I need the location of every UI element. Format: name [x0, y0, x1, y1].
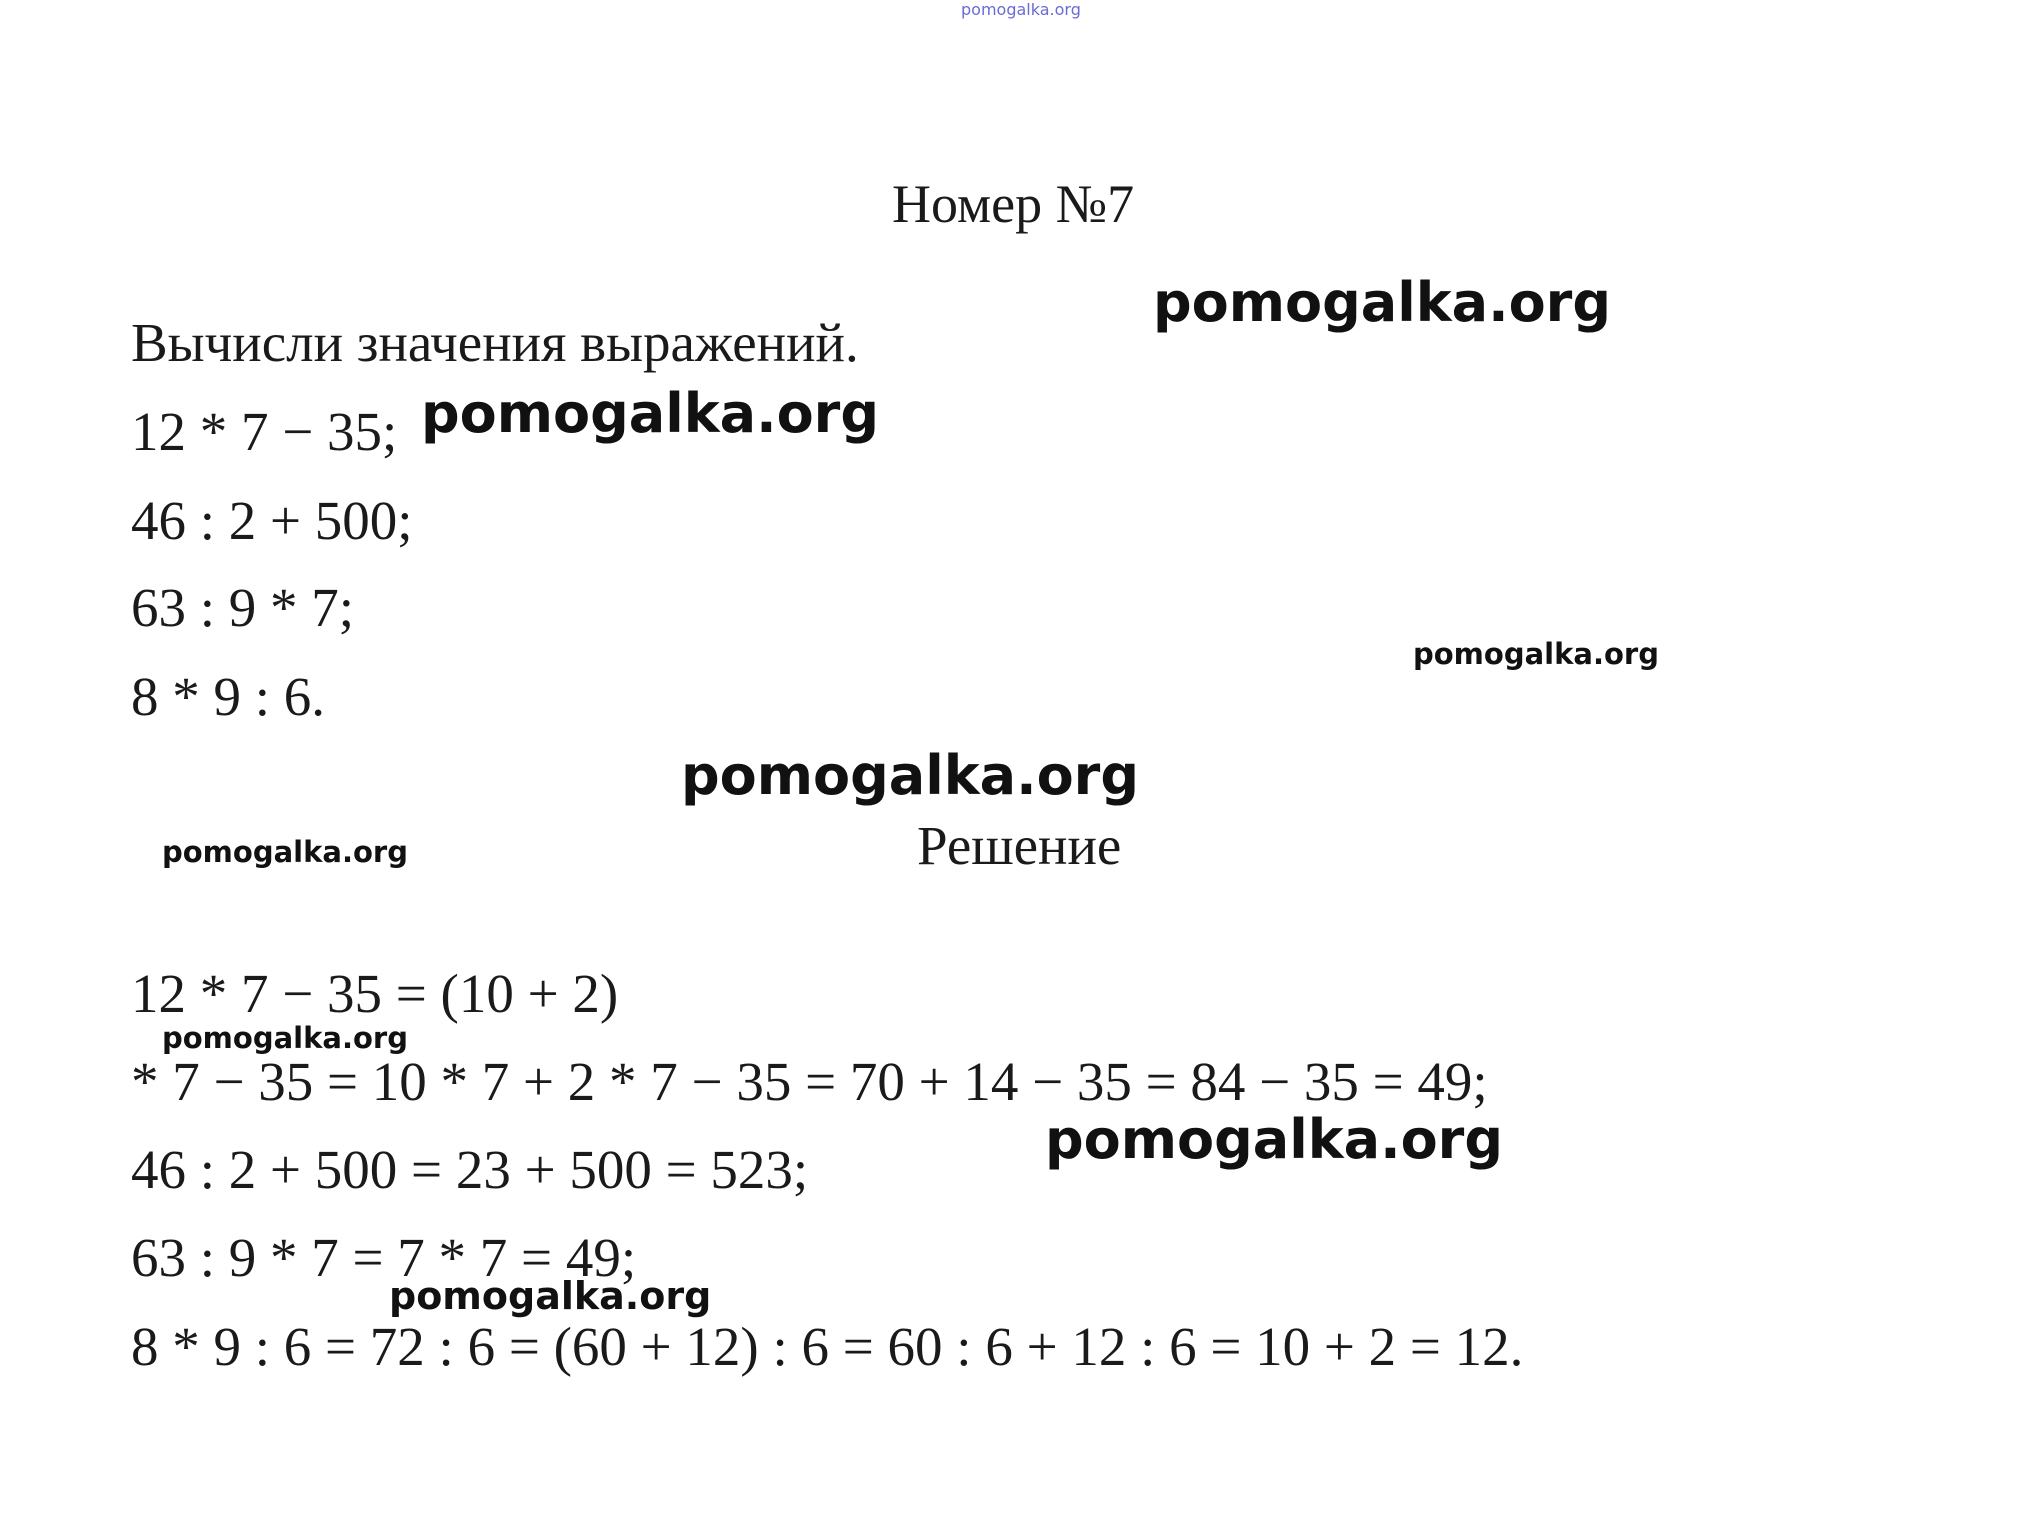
- watermark: pomogalka.org: [389, 1274, 712, 1318]
- watermark: pomogalka.org: [162, 1021, 408, 1055]
- watermark: pomogalka.org: [1153, 271, 1611, 334]
- watermark: pomogalka.org: [681, 744, 1139, 807]
- solution-line: 12 * 7 − 35 = (10 + 2): [131, 963, 619, 1024]
- site-mark: pomogalka.org: [961, 0, 1081, 19]
- task-label: Вычисли значения выражений.: [131, 312, 859, 373]
- watermark: pomogalka.org: [421, 382, 879, 445]
- watermark: pomogalka.org: [162, 835, 408, 869]
- watermark: pomogalka.org: [1045, 1108, 1503, 1171]
- watermark: pomogalka.org: [1413, 637, 1659, 671]
- expression-item: 46 : 2 + 500;: [131, 490, 413, 551]
- solution-line: 63 : 9 * 7 = 7 * 7 = 49;: [131, 1227, 637, 1288]
- solution-line: 46 : 2 + 500 = 23 + 500 = 523;: [131, 1139, 809, 1200]
- solution-line: * 7 − 35 = 10 * 7 + 2 * 7 − 35 = 70 + 14 − 35 = 84 − 35 = 49;: [131, 1051, 1488, 1112]
- solution-line: 8 * 9 : 6 = 72 : 6 = (60 + 12) : 6 = 60 : 6 + 12 : 6 = 10 + 2 = 12.: [131, 1316, 1524, 1377]
- page-title: Номер №7: [892, 174, 1135, 234]
- expression-item: 8 * 9 : 6.: [131, 666, 326, 727]
- expression-item: 12 * 7 − 35;: [131, 401, 398, 462]
- expression-item: 63 : 9 * 7;: [131, 577, 355, 638]
- solution-heading: Решение: [917, 815, 1122, 876]
